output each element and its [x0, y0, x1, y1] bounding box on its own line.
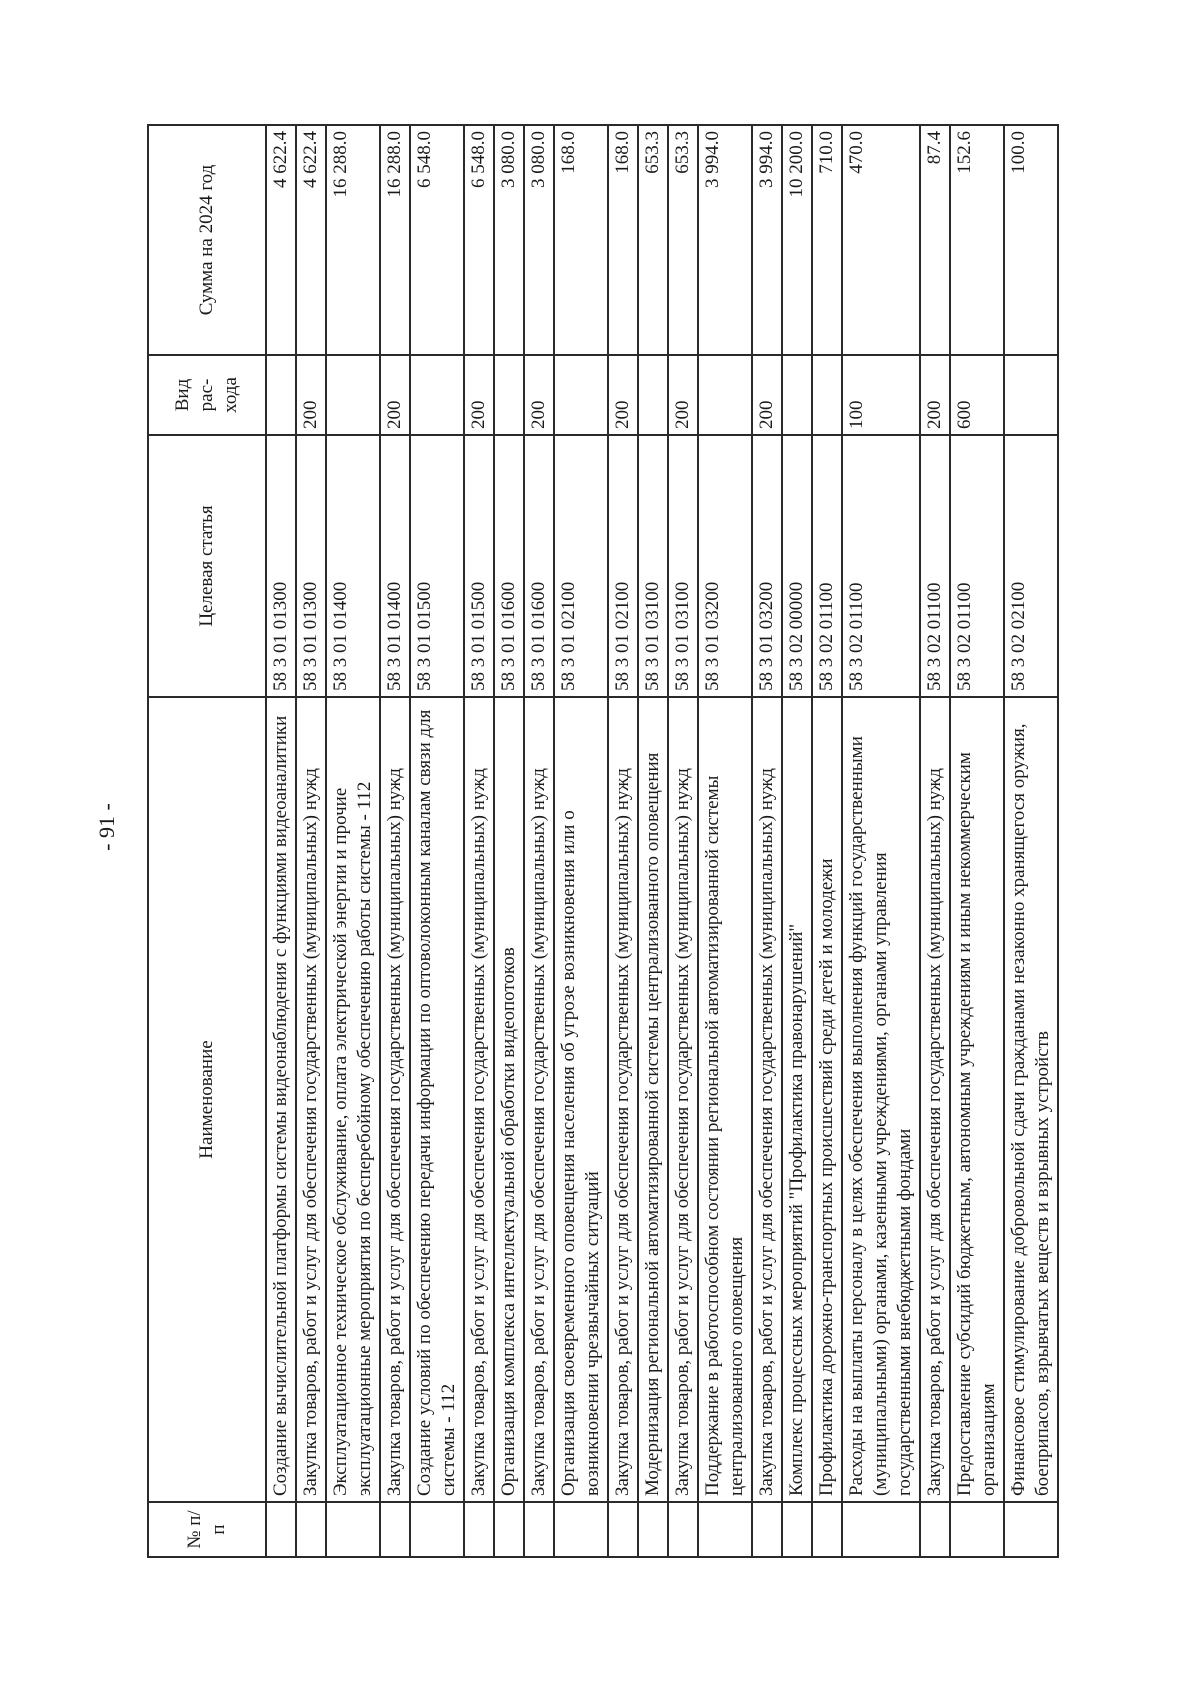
row-num	[524, 1502, 554, 1557]
row-sum: 653.3	[638, 125, 668, 355]
row-num	[950, 1502, 1004, 1557]
row-kind	[638, 355, 668, 435]
row-code: 58 3 01 03100	[668, 435, 698, 697]
table-row	[842, 125, 920, 1557]
row-name: Поддержание в работоспособном состоянии региональной автоматизированной системы централизованного оповещения	[698, 697, 752, 1502]
table-row	[464, 125, 494, 1557]
row-sum: 152.6	[950, 125, 1004, 355]
row-num	[554, 1502, 608, 1557]
row-kind: 200	[668, 355, 698, 435]
row-code: 58 3 01 01300	[266, 435, 296, 697]
row-num	[668, 1502, 698, 1557]
row-code: 58 3 01 01400	[326, 435, 380, 697]
row-sum: 3 994.0	[698, 125, 752, 355]
row-sum: 87.4	[920, 125, 950, 355]
header-name: Наименование	[148, 697, 266, 1502]
table-row	[638, 125, 668, 1557]
row-sum: 4 622.4	[296, 125, 326, 355]
row-kind: 600	[950, 355, 1004, 435]
row-kind: 200	[524, 355, 554, 435]
row-code: 58 3 02 02100	[1004, 435, 1058, 697]
row-sum: 710.0	[812, 125, 842, 355]
table-row	[920, 125, 950, 1557]
row-name: Финансовое стимулирование добровольной сдачи гражданами незаконно хранящегося оружия, боеприпасов, взрывчатых веществ и взрывных устройств	[1004, 697, 1058, 1502]
table-row	[380, 125, 410, 1557]
row-num	[842, 1502, 920, 1557]
row-num	[410, 1502, 464, 1557]
row-name: Закупка товаров, работ и услуг для обеспечения государственных (муниципальных) нужд	[752, 697, 782, 1502]
row-kind	[326, 355, 380, 435]
row-code: 58 3 01 02100	[608, 435, 638, 697]
page-number: - 91 -	[94, 803, 119, 851]
row-name: Создание вычислительной платформы системы видеонаблюдения с функциями видеоаналитики	[266, 697, 296, 1502]
table-row	[326, 125, 380, 1557]
table-row	[554, 125, 608, 1557]
row-sum: 6 548.0	[464, 125, 494, 355]
row-kind: 200	[464, 355, 494, 435]
row-code: 58 3 01 03200	[752, 435, 782, 697]
row-num	[494, 1502, 524, 1557]
row-kind	[266, 355, 296, 435]
row-sum: 16 288.0	[326, 125, 380, 355]
row-code: 58 3 02 01100	[842, 435, 920, 697]
row-sum: 3 994.0	[752, 125, 782, 355]
row-num	[698, 1502, 752, 1557]
row-sum: 3 080.0	[524, 125, 554, 355]
row-sum: 16 288.0	[380, 125, 410, 355]
row-kind: 100	[842, 355, 920, 435]
row-name: Модернизация региональной автоматизированной системы централизованного оповещения	[638, 697, 668, 1502]
table-row	[668, 125, 698, 1557]
row-name: Закупка товаров, работ и услуг для обеспечения государственных (муниципальных) нужд	[668, 697, 698, 1502]
row-kind	[1004, 355, 1058, 435]
table-row	[698, 125, 752, 1557]
row-kind: 200	[380, 355, 410, 435]
row-name: Организация своевременного оповещения населения об угрозе возникновения или о возникновении чрезвычайных ситуаций	[554, 697, 608, 1502]
row-kind: 200	[920, 355, 950, 435]
row-code: 58 3 02 00000	[782, 435, 812, 697]
header-code: Целевая статья	[148, 435, 266, 697]
table-row	[410, 125, 464, 1557]
row-num	[782, 1502, 812, 1557]
table-row	[812, 125, 842, 1557]
row-sum: 10 200.0	[782, 125, 812, 355]
row-num	[812, 1502, 842, 1557]
row-name: Создание условий по обеспечению передачи информации по оптоволоконным каналам связи для системы - 112	[410, 697, 464, 1502]
row-kind	[554, 355, 608, 435]
row-name: Закупка товаров, работ и услуг для обеспечения государственных (муниципальных) нужд	[920, 697, 950, 1502]
row-sum: 3 080.0	[494, 125, 524, 355]
row-name: Предоставление субсидий бюджетным, автономным учреждениям и иным некоммерческим организациям	[950, 697, 1004, 1502]
header-num: № п/п	[148, 1502, 266, 1557]
row-kind: 200	[752, 355, 782, 435]
row-num	[464, 1502, 494, 1557]
row-code: 58 3 01 01600	[524, 435, 554, 697]
row-code: 58 3 02 01100	[920, 435, 950, 697]
row-code: 58 3 01 01400	[380, 435, 410, 697]
table-row	[1004, 125, 1058, 1557]
row-num	[266, 1502, 296, 1557]
row-num	[326, 1502, 380, 1557]
row-code: 58 3 01 02100	[554, 435, 608, 697]
row-code: 58 3 01 01600	[494, 435, 524, 697]
table-row	[608, 125, 638, 1557]
table-header-row	[148, 125, 266, 1557]
table-row	[296, 125, 326, 1557]
row-name: Комплекс процессных мероприятий "Профилактика правонарушений"	[782, 697, 812, 1502]
row-num	[1004, 1502, 1058, 1557]
header-kind: Вид рас-хода	[148, 355, 266, 435]
row-name: Закупка товаров, работ и услуг для обеспечения государственных (муниципальных) нужд	[608, 697, 638, 1502]
row-num	[920, 1502, 950, 1557]
row-sum: 168.0	[554, 125, 608, 355]
budget-table-container	[147, 126, 1052, 1558]
row-kind	[410, 355, 464, 435]
row-code: 58 3 01 01300	[296, 435, 326, 697]
row-kind	[812, 355, 842, 435]
row-name: Закупка товаров, работ и услуг для обеспечения государственных (муниципальных) нужд	[524, 697, 554, 1502]
table-row	[524, 125, 554, 1557]
row-num	[296, 1502, 326, 1557]
table-row	[494, 125, 524, 1557]
table-row	[782, 125, 812, 1557]
row-kind	[494, 355, 524, 435]
row-code: 58 3 01 03200	[698, 435, 752, 697]
row-code: 58 3 01 03100	[638, 435, 668, 697]
row-sum: 168.0	[608, 125, 638, 355]
row-name: Организация комплекса интеллектуальной обработки видеопотоков	[494, 697, 524, 1502]
row-num	[608, 1502, 638, 1557]
header-sum: Сумма на 2024 год	[148, 125, 266, 355]
row-sum: 100.0	[1004, 125, 1058, 355]
table-row	[950, 125, 1004, 1557]
row-name: Расходы на выплаты персоналу в целях обеспечения выполнения функций государственными (муниципальными) органами, казенными учреждениями, органами управления государственными внебюджетными фондами	[842, 697, 920, 1502]
row-code: 58 3 02 01100	[950, 435, 1004, 697]
table-body	[266, 125, 1058, 1557]
row-name: Эксплуатационное техническое обслуживание, оплата электрической энергии и прочие эксплуатационные мероприятия по бесперебойному обеспечению работы системы - 112	[326, 697, 380, 1502]
budget-table	[147, 124, 1059, 1558]
row-num	[638, 1502, 668, 1557]
row-sum: 6 548.0	[410, 125, 464, 355]
row-sum: 4 622.4	[266, 125, 296, 355]
row-kind	[698, 355, 752, 435]
row-sum: 653.3	[668, 125, 698, 355]
row-sum: 470.0	[842, 125, 920, 355]
table-row	[752, 125, 782, 1557]
row-name: Профилактика дорожно-транспортных происшествий среди детей и молодежи	[812, 697, 842, 1502]
row-num	[752, 1502, 782, 1557]
row-name: Закупка товаров, работ и услуг для обеспечения государственных (муниципальных) нужд	[464, 697, 494, 1502]
row-name: Закупка товаров, работ и услуг для обеспечения государственных (муниципальных) нужд	[296, 697, 326, 1502]
table-row	[266, 125, 296, 1557]
row-kind: 200	[296, 355, 326, 435]
row-kind	[782, 355, 812, 435]
row-code: 58 3 01 01500	[410, 435, 464, 697]
row-code: 58 3 01 01500	[464, 435, 494, 697]
row-num	[380, 1502, 410, 1557]
row-name: Закупка товаров, работ и услуг для обеспечения государственных (муниципальных) нужд	[380, 697, 410, 1502]
row-kind: 200	[608, 355, 638, 435]
row-code: 58 3 02 01100	[812, 435, 842, 697]
